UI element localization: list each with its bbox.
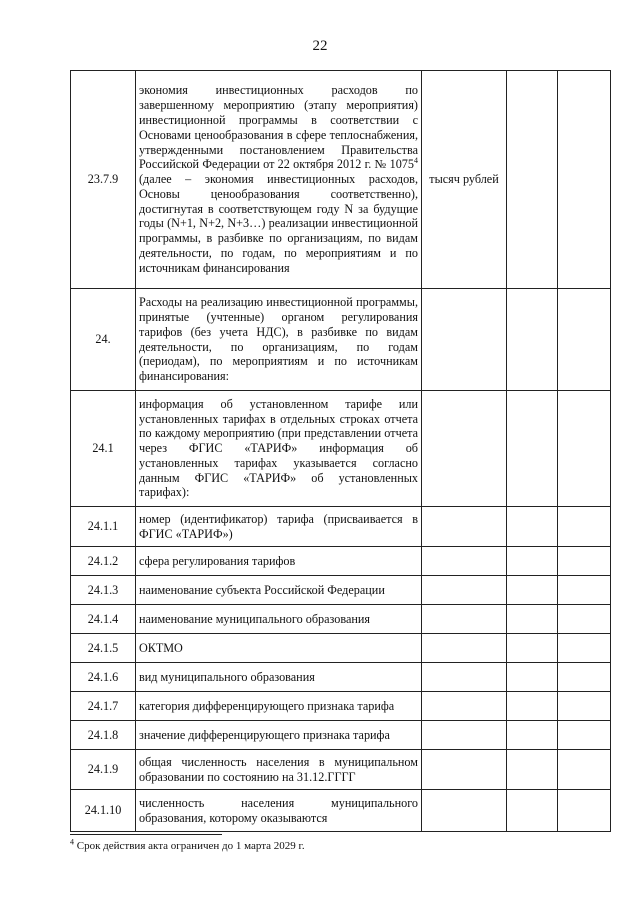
row-number: 23.7.9 [71, 71, 136, 289]
table-row [71, 750, 611, 790]
table-row [71, 663, 611, 692]
row-description: экономия инвестиционных расходов по завершенному мероприятию (этапу мероприятия) инвестиционной программы в соответствии с Основами ценообразования в сфере теплоснабжения, утвержденными постановлением Правительства Российской Федерации от 22 октября 2012 г. № 1075$^4$ (далее – экономия инвестиционных расходов, Основы ценообразования соответственно), достигнутая в соответствующем году N за будущие годы (N+1, N+2, N+3…) реализации инвестиционной программы, в разбивке по организациям, по видам деятельности, по годам, по мероприятиям и по источникам финансирования [136, 71, 422, 289]
value-cell [558, 71, 611, 289]
footnote-mark: 4 [70, 837, 74, 847]
row-number: 24.1.2 [71, 547, 136, 576]
value-cell [558, 391, 611, 507]
row-unit [422, 391, 507, 507]
footnote [70, 837, 305, 852]
row-unit [422, 721, 507, 750]
row-number: 24.1 [71, 391, 136, 507]
row-description: сфера регулирования тарифов [136, 547, 422, 576]
table-row [71, 576, 611, 605]
row-description: информация об установленном тарифе или установленных тарифах в отдельных строках отчета по каждому мероприятию (при представлении отчета через ФГИС «ТАРИФ» информация об установленных тарифах указывается согласно данным ФГИС «ТАРИФ» об установленных тарифах): [136, 391, 422, 507]
document-table [70, 70, 611, 832]
row-number: 24.1.3 [71, 576, 136, 605]
row-description: ОКТМО [136, 634, 422, 663]
table-row [71, 547, 611, 576]
row-unit [422, 507, 507, 547]
table-row [71, 605, 611, 634]
row-unit [422, 605, 507, 634]
row-unit [422, 547, 507, 576]
value-cell [507, 576, 558, 605]
value-cell [558, 576, 611, 605]
value-cell [558, 721, 611, 750]
row-description: номер (идентификатор) тарифа (присваивается в ФГИС «ТАРИФ») [136, 507, 422, 547]
value-cell [507, 790, 558, 832]
page-number: 22 [312, 38, 328, 54]
value-cell [558, 750, 611, 790]
row-number: 24. [71, 289, 136, 391]
row-description: категория дифференцирующего признака тарифа [136, 692, 422, 721]
value-cell [507, 750, 558, 790]
value-cell [558, 663, 611, 692]
value-cell [507, 721, 558, 750]
value-cell [558, 692, 611, 721]
value-cell [558, 289, 611, 391]
value-cell [558, 605, 611, 634]
table-row [71, 790, 611, 832]
row-unit [422, 576, 507, 605]
row-number: 24.1.6 [71, 663, 136, 692]
value-cell [507, 692, 558, 721]
row-unit [422, 289, 507, 391]
row-description: значение дифференцирующего признака тарифа [136, 721, 422, 750]
value-cell [507, 71, 558, 289]
value-cell [507, 547, 558, 576]
row-unit [422, 663, 507, 692]
footnote-text: Срок действия акта ограничен до 1 марта 2029 г. [74, 840, 305, 852]
row-number: 24.1.9 [71, 750, 136, 790]
row-unit [422, 750, 507, 790]
row-description: численность населения муниципального образования, которому оказываются [136, 790, 422, 832]
row-number: 24.1.5 [71, 634, 136, 663]
value-cell [507, 507, 558, 547]
value-cell [558, 790, 611, 832]
value-cell [558, 507, 611, 547]
row-number: 24.1.7 [71, 692, 136, 721]
value-cell [558, 634, 611, 663]
table-row [71, 71, 611, 289]
value-cell [507, 634, 558, 663]
row-description: вид муниципального образования [136, 663, 422, 692]
value-cell [558, 547, 611, 576]
row-description: наименование субъекта Российской Федерации [136, 576, 422, 605]
table-row [71, 634, 611, 663]
value-cell [507, 663, 558, 692]
row-description: Расходы на реализацию инвестиционной программы, принятые (учтенные) органом регулирования тарифов (без учета НДС), в разбивке по видам деятельности, по организациям, по годам (периодам), по мероприятиям и по источникам финансирования: [136, 289, 422, 391]
value-cell [507, 289, 558, 391]
table-row [71, 721, 611, 750]
value-cell [507, 605, 558, 634]
row-number: 24.1.4 [71, 605, 136, 634]
table-row [71, 692, 611, 721]
row-number: 24.1.10 [71, 790, 136, 832]
row-unit: тысяч рублей [422, 71, 507, 289]
row-unit [422, 634, 507, 663]
row-number: 24.1.8 [71, 721, 136, 750]
row-description: общая численность населения в муниципальном образовании по состоянию на 31.12.ГГГГ [136, 750, 422, 790]
table-row [71, 507, 611, 547]
footnote-divider [70, 834, 222, 835]
row-description: наименование муниципального образования [136, 605, 422, 634]
footnote-ref: 4 [414, 156, 418, 166]
table-row [71, 391, 611, 507]
row-unit [422, 790, 507, 832]
table-row [71, 289, 611, 391]
row-number: 24.1.1 [71, 507, 136, 547]
value-cell [507, 391, 558, 507]
row-unit [422, 692, 507, 721]
